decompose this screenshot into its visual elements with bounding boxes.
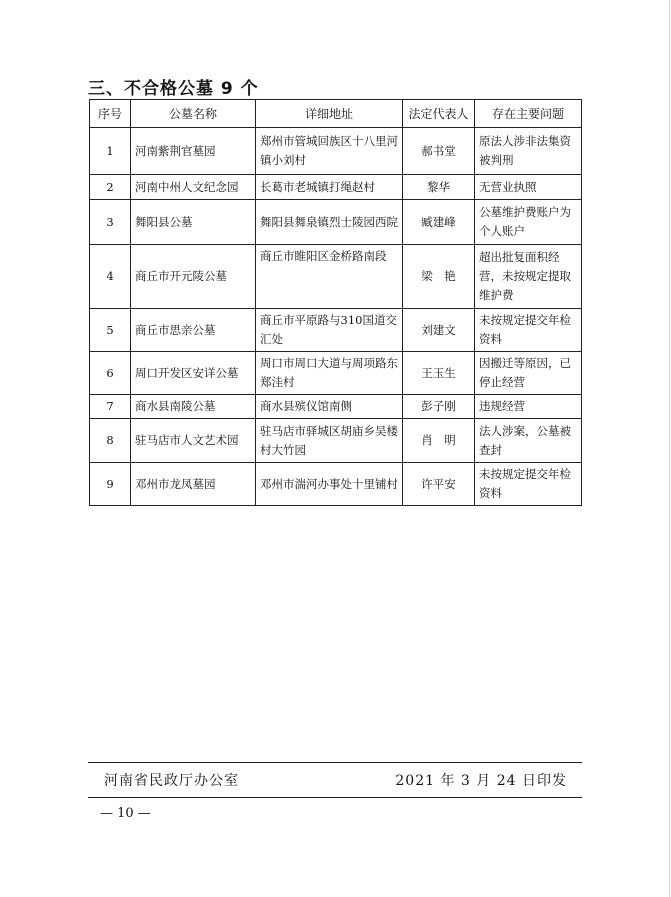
row-number: 6 xyxy=(90,352,131,395)
row-number: 9 xyxy=(90,463,131,506)
cemetery-address: 邓州市湍河办事处十里铺村 xyxy=(256,463,403,506)
header-address: 详细地址 xyxy=(256,100,403,128)
table-row xyxy=(90,200,582,245)
cemetery-address: 商丘市睢阳区金桥路南段 xyxy=(256,245,403,309)
cemetery-name: 邓州市龙凤墓园 xyxy=(131,463,256,506)
cemetery-name: 周口开发区安详公墓 xyxy=(131,352,256,395)
main-issue: 无营业执照 xyxy=(475,175,582,200)
legal-representative: 彭子刚 xyxy=(403,395,475,419)
legal-representative: 黎华 xyxy=(403,175,475,200)
header-no: 序号 xyxy=(90,100,131,128)
main-issue: 原法人涉非法集资被判刑 xyxy=(475,128,582,175)
legal-representative: 刘建文 xyxy=(403,309,475,352)
row-number: 3 xyxy=(90,200,131,245)
table-row xyxy=(90,245,582,309)
legal-representative: 郝书堂 xyxy=(403,128,475,175)
cemetery-name: 舞阳县公墓 xyxy=(131,200,256,245)
cemetery-address: 商丘市平原路与310国道交汇处 xyxy=(256,309,403,352)
cemetery-name: 驻马店市人文艺术园 xyxy=(131,419,256,463)
main-issue: 未按规定提交年检资料 xyxy=(475,309,582,352)
table-row xyxy=(90,352,582,395)
table-row xyxy=(90,463,582,506)
cemetery-address: 舞阳县舞泉镇烈士陵园西院 xyxy=(256,200,403,245)
header-rep: 法定代表人 xyxy=(403,100,475,128)
cemetery-name: 商丘市开元陵公墓 xyxy=(131,245,256,309)
header-issue: 存在主要问题 xyxy=(475,100,582,128)
issue-date: 2021 年 3 月 24 日印发 xyxy=(395,773,567,789)
footer-divider-top xyxy=(88,762,582,763)
main-issue: 未按规定提交年检资料 xyxy=(475,463,582,506)
table-row xyxy=(90,175,582,200)
cemetery-name: 河南紫荆官墓园 xyxy=(131,128,256,175)
table-row xyxy=(90,419,582,463)
main-issue: 因搬迁等原因，已停止经营 xyxy=(475,352,582,395)
row-number: 1 xyxy=(90,128,131,175)
cemetery-address: 周口市周口大道与周项路东郑洼村 xyxy=(256,352,403,395)
cemetery-address: 郑州市管城回族区十八里河镇小刘村 xyxy=(256,128,403,175)
table-row xyxy=(90,309,582,352)
main-issue: 法人涉案，公墓被查封 xyxy=(475,419,582,463)
main-issue: 超出批复面积经营，未按规定提取维护费 xyxy=(475,245,582,309)
legal-representative: 梁 艳 xyxy=(403,245,475,309)
table-header-row xyxy=(90,100,582,128)
row-number: 5 xyxy=(90,309,131,352)
cemetery-name: 河南中州人文纪念园 xyxy=(131,175,256,200)
row-number: 2 xyxy=(90,175,131,200)
cemetery-address: 驻马店市驿城区胡庙乡吴楼村大竹园 xyxy=(256,419,403,463)
table-row xyxy=(90,395,582,419)
row-number: 8 xyxy=(90,419,131,463)
cemetery-name: 商丘市思亲公墓 xyxy=(131,309,256,352)
section-title: 三、不合格公墓 9 个 xyxy=(88,79,259,99)
cemetery-address: 长葛市老城镇打绳赵村 xyxy=(256,175,403,200)
table-row xyxy=(90,128,582,175)
cemetery-table xyxy=(89,99,582,506)
footer-divider-bottom xyxy=(88,797,582,798)
header-name: 公墓名称 xyxy=(131,100,256,128)
issuing-office: 河南省民政厅办公室 xyxy=(104,773,239,789)
legal-representative: 臧建峰 xyxy=(403,200,475,245)
legal-representative: 肖 明 xyxy=(403,419,475,463)
page-number: — 10 — xyxy=(100,806,151,821)
main-issue: 违规经营 xyxy=(475,395,582,419)
row-number: 7 xyxy=(90,395,131,419)
cemetery-address: 商水县殡仪馆南侧 xyxy=(256,395,403,419)
legal-representative: 许平安 xyxy=(403,463,475,506)
row-number: 4 xyxy=(90,245,131,309)
main-issue: 公墓维护费账户为个人账户 xyxy=(475,200,582,245)
cemetery-name: 商水县南陵公墓 xyxy=(131,395,256,419)
legal-representative: 王玉生 xyxy=(403,352,475,395)
